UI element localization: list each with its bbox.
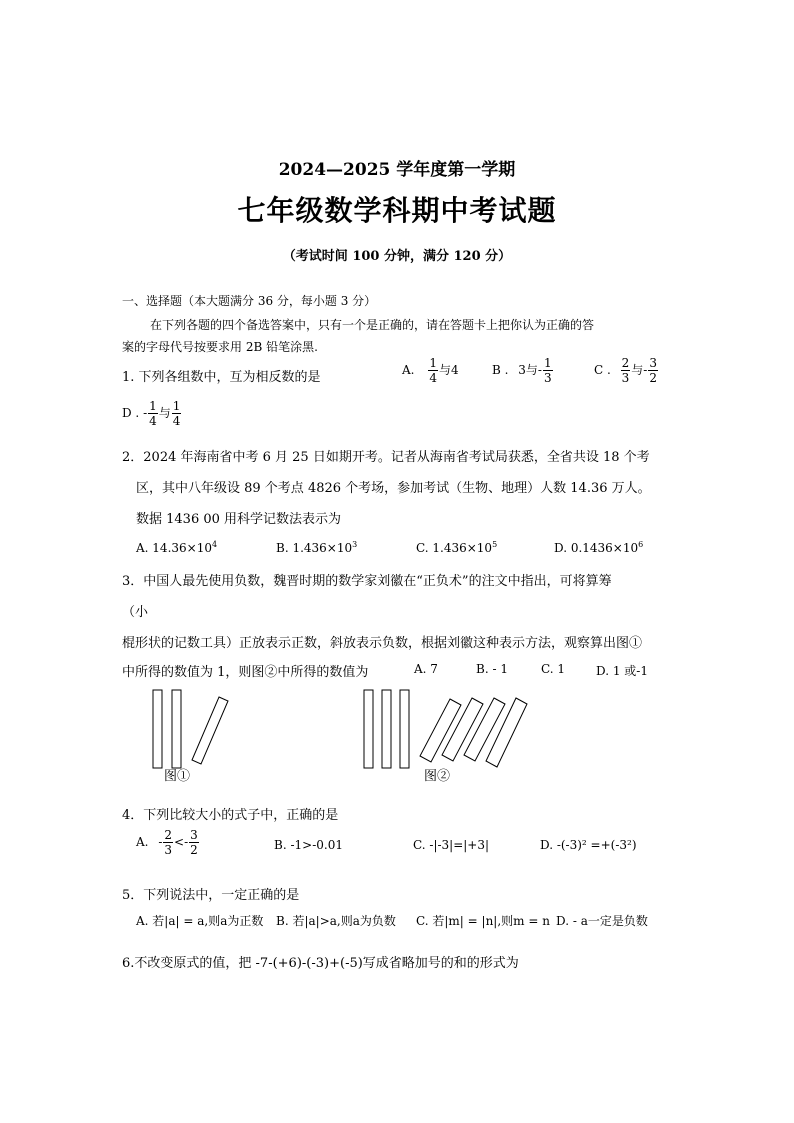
q5-option-d: D. - a一定是负数 — [556, 914, 648, 928]
q3-option-a: A. 7 — [414, 662, 438, 676]
q2-option-a: A. $14.36\times 10^4$ — [136, 540, 218, 555]
fig1-label: 图① — [164, 769, 191, 784]
fig1-upright-rod-1 — [153, 690, 162, 768]
q3-option-c: C. 1 — [541, 662, 566, 676]
fig2-upright-rod-2 — [382, 690, 391, 768]
q3-line-3: 棍形状的记数工具）正放表示正数，斜放表示负数，根据刘徽这种表示方法，观察算出图① — [122, 636, 643, 651]
instruction-line-2: 案的字母代号按要求用 2B 铅笔涂黑. — [122, 340, 318, 354]
q5-stem: 5．下列说法中，一定正确的是 — [122, 888, 300, 903]
q5-option-a: A. 若|a| = a,则a为正数 — [136, 914, 264, 928]
school-year: 2024—2025 学年度第一学期 — [278, 160, 516, 180]
q1-option-a: A. $\frac{1}{4}$ 与4 — [402, 356, 459, 385]
q1-option-d: D . - $\frac{1}{4}$ 与 $\frac{1}{4}$ — [122, 399, 181, 428]
fig1-slanted-rod — [192, 697, 228, 764]
q3-line-4: 中所得的数值为 1，则图②中所得的数值为 — [122, 665, 369, 680]
q3-line-2: （小 — [122, 605, 149, 620]
q2-option-b: B. $1.436\times 10^3$ — [276, 540, 358, 555]
q2-option-c: C. $1.436\times 10^5$ — [416, 540, 498, 555]
q6-stem: 6.不改变原式的值，把 -7-(+6)-(-3)+(-5)写成省略加号的和的形式为 — [122, 956, 519, 971]
exam-title: 七年级数学科期中考试题 — [237, 194, 557, 227]
section-heading: 一、选择题（本大题满分 36 分，每小题 3 分） — [122, 294, 377, 308]
q1-option-b: B . 3与- $\frac{1}{3}$ — [492, 356, 552, 385]
q3-line-1: 3．中国人最先使用负数，魏晋时期的数学家刘徽在“正负术”的注文中指出，可将算筹 — [122, 574, 612, 589]
fig2-label: 图② — [424, 769, 451, 784]
q1-stem: 1. 下列各组数中，互为相反数的是 — [122, 370, 321, 385]
q3-option-b: B. - 1 — [476, 662, 508, 676]
q4-option-d: D. -(-3)² =+(-3²) — [540, 838, 637, 852]
q2-line-1: 2．2024 年海南省中考 6 月 25 日如期开考。记者从海南省考试局获悉，全省共设 18 个考 — [122, 450, 650, 465]
q2-line-3: 数据 1436 00 用科学记数法表示为 — [136, 512, 342, 527]
instruction-line-1: 在下列各题的四个备选答案中，只有一个是正确的，请在答题卡上把你认为正确的答 — [150, 318, 595, 332]
q2-option-d: D. $0.1436\times 10^6$ — [554, 540, 644, 555]
q4-option-b: B. -1>-0.01 — [274, 838, 343, 852]
q3-option-d: D. 1 或-1 — [596, 664, 648, 678]
q4-option-a: A. - $\frac{2}{3}$ <- $\frac{3}{2}$ — [136, 828, 198, 857]
q1-option-c: C . $\frac{2}{3}$ 与- $\frac{3}{2}$ — [594, 356, 657, 385]
q5-option-c: C. 若|m| = |n|,则m = n — [416, 914, 550, 928]
fig2-upright-rod-1 — [364, 690, 373, 768]
fig2-upright-rod-3 — [400, 690, 409, 768]
fig1-upright-rod-2 — [172, 690, 181, 768]
q4-option-c: C. -|-3|=|+3| — [413, 838, 490, 852]
q5-option-b: B. 若|a|>a,则a为负数 — [276, 914, 396, 928]
q2-line-2: 区，其中八年级设 89 个考点 4826 个考场，参加考试（生物、地理）人数 14.36 万人。 — [136, 481, 651, 496]
fig2-slanted-rod-3 — [464, 698, 505, 761]
fig2-slanted-rod-4 — [486, 698, 527, 767]
q4-stem: 4．下列比较大小的式子中，正确的是 — [122, 808, 339, 823]
exam-subtitle: （考试时间 100 分钟，满分 120 分） — [282, 249, 512, 264]
